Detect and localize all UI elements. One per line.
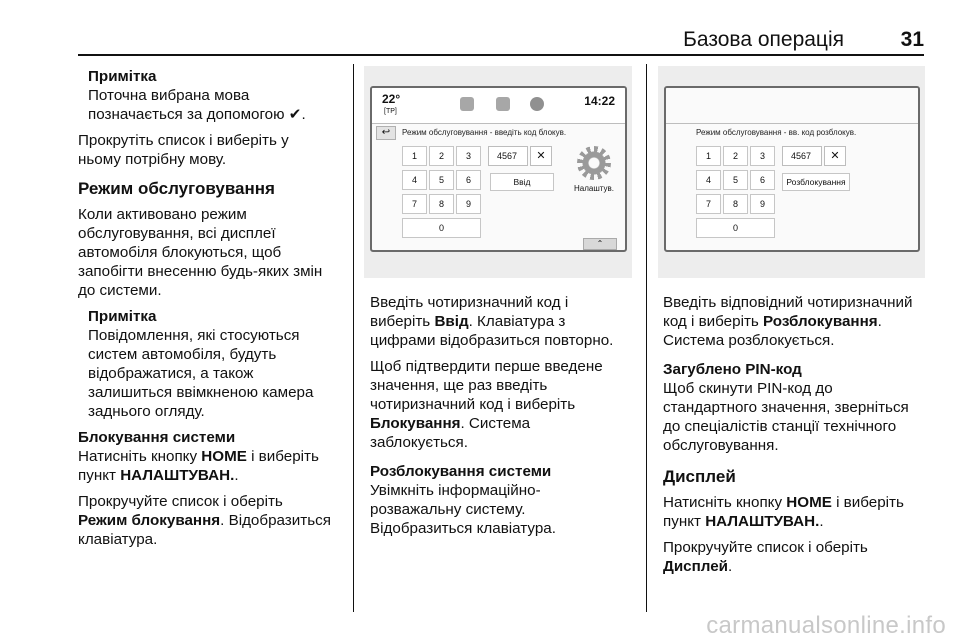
text-line: клавіатура.: [78, 531, 158, 548]
text-line: Відобразиться клавіатура.: [370, 520, 556, 537]
keypad-key[interactable]: 7: [696, 194, 721, 214]
text-line: Щоб підтвердити перше введене: [370, 358, 603, 375]
text-line: запобігти внесенню будь-яких змін: [78, 263, 323, 280]
display-screen: [664, 86, 920, 252]
text-run: .: [728, 558, 733, 575]
paragraph: [78, 447, 348, 485]
text-line: до системи.: [78, 282, 162, 299]
text-line: Коли активовано режим: [78, 206, 247, 223]
prompt-text: Режим обслуговування - введіть код блокув.: [402, 128, 567, 137]
enter-ref: Ввід: [434, 313, 469, 330]
text-run: .: [819, 513, 824, 530]
settings-label: Налаштув.: [574, 184, 614, 193]
audio-icon[interactable]: [460, 97, 474, 111]
note: [78, 307, 348, 421]
text-line: Введіть чотиризначний код і: [370, 294, 569, 311]
page-number: 31: [900, 28, 924, 51]
note-title: Примітка: [88, 68, 157, 85]
text-run: .: [877, 313, 882, 330]
unlock-button[interactable]: Розблокування: [782, 173, 850, 191]
text-line: Повідомлення, які стосуються: [88, 327, 300, 344]
text-run: . Система: [460, 415, 531, 432]
text-run: код і виберіть: [663, 313, 764, 330]
column-divider: [646, 64, 647, 612]
clear-icon[interactable]: ✕: [824, 146, 846, 166]
text-line: Прокрутіть список і виберіть у: [78, 132, 289, 149]
status-bar-empty: [666, 88, 918, 124]
text-line: Прокручуйте список і оберіть: [663, 539, 868, 556]
column-divider: [353, 64, 354, 612]
keypad-key[interactable]: 2: [723, 146, 748, 166]
keypad-key[interactable]: 5: [429, 170, 454, 190]
navigation-icon[interactable]: [530, 97, 544, 111]
text-line: Система розблокується.: [663, 332, 835, 349]
keypad-key[interactable]: 8: [723, 194, 748, 214]
paragraph: [370, 481, 640, 538]
paragraph: [370, 357, 640, 452]
code-input[interactable]: 4567: [782, 146, 822, 166]
paragraph: [78, 492, 348, 549]
column-1: [78, 67, 348, 556]
page-header: [78, 28, 924, 56]
paragraph: [78, 131, 348, 169]
status-bar: [372, 88, 625, 124]
text-line: Прокручуйте список і оберіть: [78, 493, 283, 510]
keypad-key[interactable]: 3: [456, 146, 481, 166]
text-line: розважальну систему.: [370, 501, 526, 518]
text-line: обслуговування.: [663, 437, 779, 454]
keypad-key[interactable]: 1: [402, 146, 427, 166]
page-title: Базова операція: [683, 28, 844, 51]
section-heading: Дисплей: [663, 467, 736, 486]
text-line: стандартного значення, зверніться: [663, 399, 909, 416]
text-line: цифрами відобразиться повторно.: [370, 332, 614, 349]
column-2: [370, 293, 640, 545]
back-button[interactable]: ↩: [376, 126, 396, 140]
keypad-key[interactable]: 1: [696, 146, 721, 166]
paragraph: [663, 293, 931, 350]
text-run: пункт: [78, 467, 121, 484]
text-run: Натисніть кнопку: [78, 448, 202, 465]
screen-image-lock: [364, 66, 632, 278]
text-run: виберіть: [370, 313, 435, 330]
keypad-key[interactable]: 4: [696, 170, 721, 190]
section-heading: Режим обслуговування: [78, 179, 275, 198]
display-screen: [370, 86, 627, 252]
keypad-key[interactable]: 7: [402, 194, 427, 214]
text-line: залишиться ввімкненою камера: [88, 384, 314, 401]
keypad-key[interactable]: 2: [429, 146, 454, 166]
keypad-key[interactable]: 0: [402, 218, 481, 238]
phone-icon[interactable]: [496, 97, 510, 111]
keypad-key[interactable]: 6: [456, 170, 481, 190]
paragraph: [663, 538, 931, 576]
unlock-ref: Розблокування: [763, 313, 878, 330]
tp-indicator: [TP]: [384, 108, 397, 115]
text-line: Введіть відповідний чотиризначний: [663, 294, 913, 311]
text-line: обслуговування, всі дисплеї: [78, 225, 276, 242]
text-line: заблокується.: [370, 434, 468, 451]
subsection-heading: Розблокування системи: [370, 463, 552, 480]
settings-menu-ref: НАЛАШТУВАН.: [705, 513, 820, 530]
prompt-text: Режим обслуговування - вв. код розблокув.: [696, 128, 857, 137]
text-run: і виберіть: [831, 494, 904, 511]
home-button-ref: HOME: [201, 448, 247, 465]
paragraph: [78, 205, 348, 300]
scroll-up-button[interactable]: ⌃: [583, 238, 617, 250]
keypad-key[interactable]: 4: [402, 170, 427, 190]
watermark: carmanualsonline.info: [706, 612, 946, 639]
keypad-key[interactable]: 9: [750, 194, 775, 214]
clock: 14:22: [584, 94, 615, 108]
screen-image-unlock: [658, 66, 925, 278]
text-line: ньому потрібну мову.: [78, 151, 227, 168]
keypad-key[interactable]: 9: [456, 194, 481, 214]
text-line: Увімкніть інформаційно-: [370, 482, 541, 499]
home-button-ref: HOME: [786, 494, 832, 511]
code-input[interactable]: 4567: [488, 146, 528, 166]
keypad-key[interactable]: 8: [429, 194, 454, 214]
text-line: чотиризначний код і виберіть: [370, 396, 576, 413]
paragraph: [663, 379, 931, 455]
text-line: систем автомобіля, будуть: [88, 346, 277, 363]
paragraph: [663, 493, 931, 531]
keypad-key[interactable]: 3: [750, 146, 775, 166]
display-ref: Дисплей: [663, 558, 729, 575]
text-line: до спеціалістів станції технічного: [663, 418, 897, 435]
text-run: . Клавіатура з: [468, 313, 566, 330]
lock-ref: Блокування: [370, 415, 461, 432]
settings-menu-ref: НАЛАШТУВАН.: [120, 467, 235, 484]
text-line: Поточна вибрана мова: [88, 87, 250, 104]
paragraph: [370, 293, 640, 350]
keypad-key[interactable]: 6: [750, 170, 775, 190]
text-line: значення, ще раз введіть: [370, 377, 548, 394]
temperature-readout: 22°: [382, 92, 401, 106]
keypad-key[interactable]: 5: [723, 170, 748, 190]
subsection-heading: Блокування системи: [78, 429, 236, 446]
text-line: автомобіля блокуються, щоб: [78, 244, 282, 261]
text-run: Натисніть кнопку: [663, 494, 787, 511]
note: [78, 67, 348, 124]
text-run: і виберіть: [246, 448, 319, 465]
text-line: заднього огляду.: [88, 403, 205, 420]
text-line: позначається за допомогою ✔.: [88, 106, 306, 123]
gear-icon: [577, 146, 611, 180]
lock-mode-ref: Режим блокування: [78, 512, 221, 529]
keypad-key[interactable]: 0: [696, 218, 775, 238]
clear-icon[interactable]: ✕: [530, 146, 552, 166]
column-3: [663, 293, 931, 583]
settings-button[interactable]: [564, 146, 624, 193]
note-title: Примітка: [88, 308, 157, 325]
text-run: пункт: [663, 513, 706, 530]
text-line: відображатися, а також: [88, 365, 254, 382]
text-run: . Відобразиться: [220, 512, 331, 529]
text-run: .: [234, 467, 239, 484]
subsection-heading: Загублено PIN-код: [663, 361, 802, 378]
text-line: Щоб скинути PIN-код до: [663, 380, 833, 397]
enter-button[interactable]: Ввід: [490, 173, 554, 191]
